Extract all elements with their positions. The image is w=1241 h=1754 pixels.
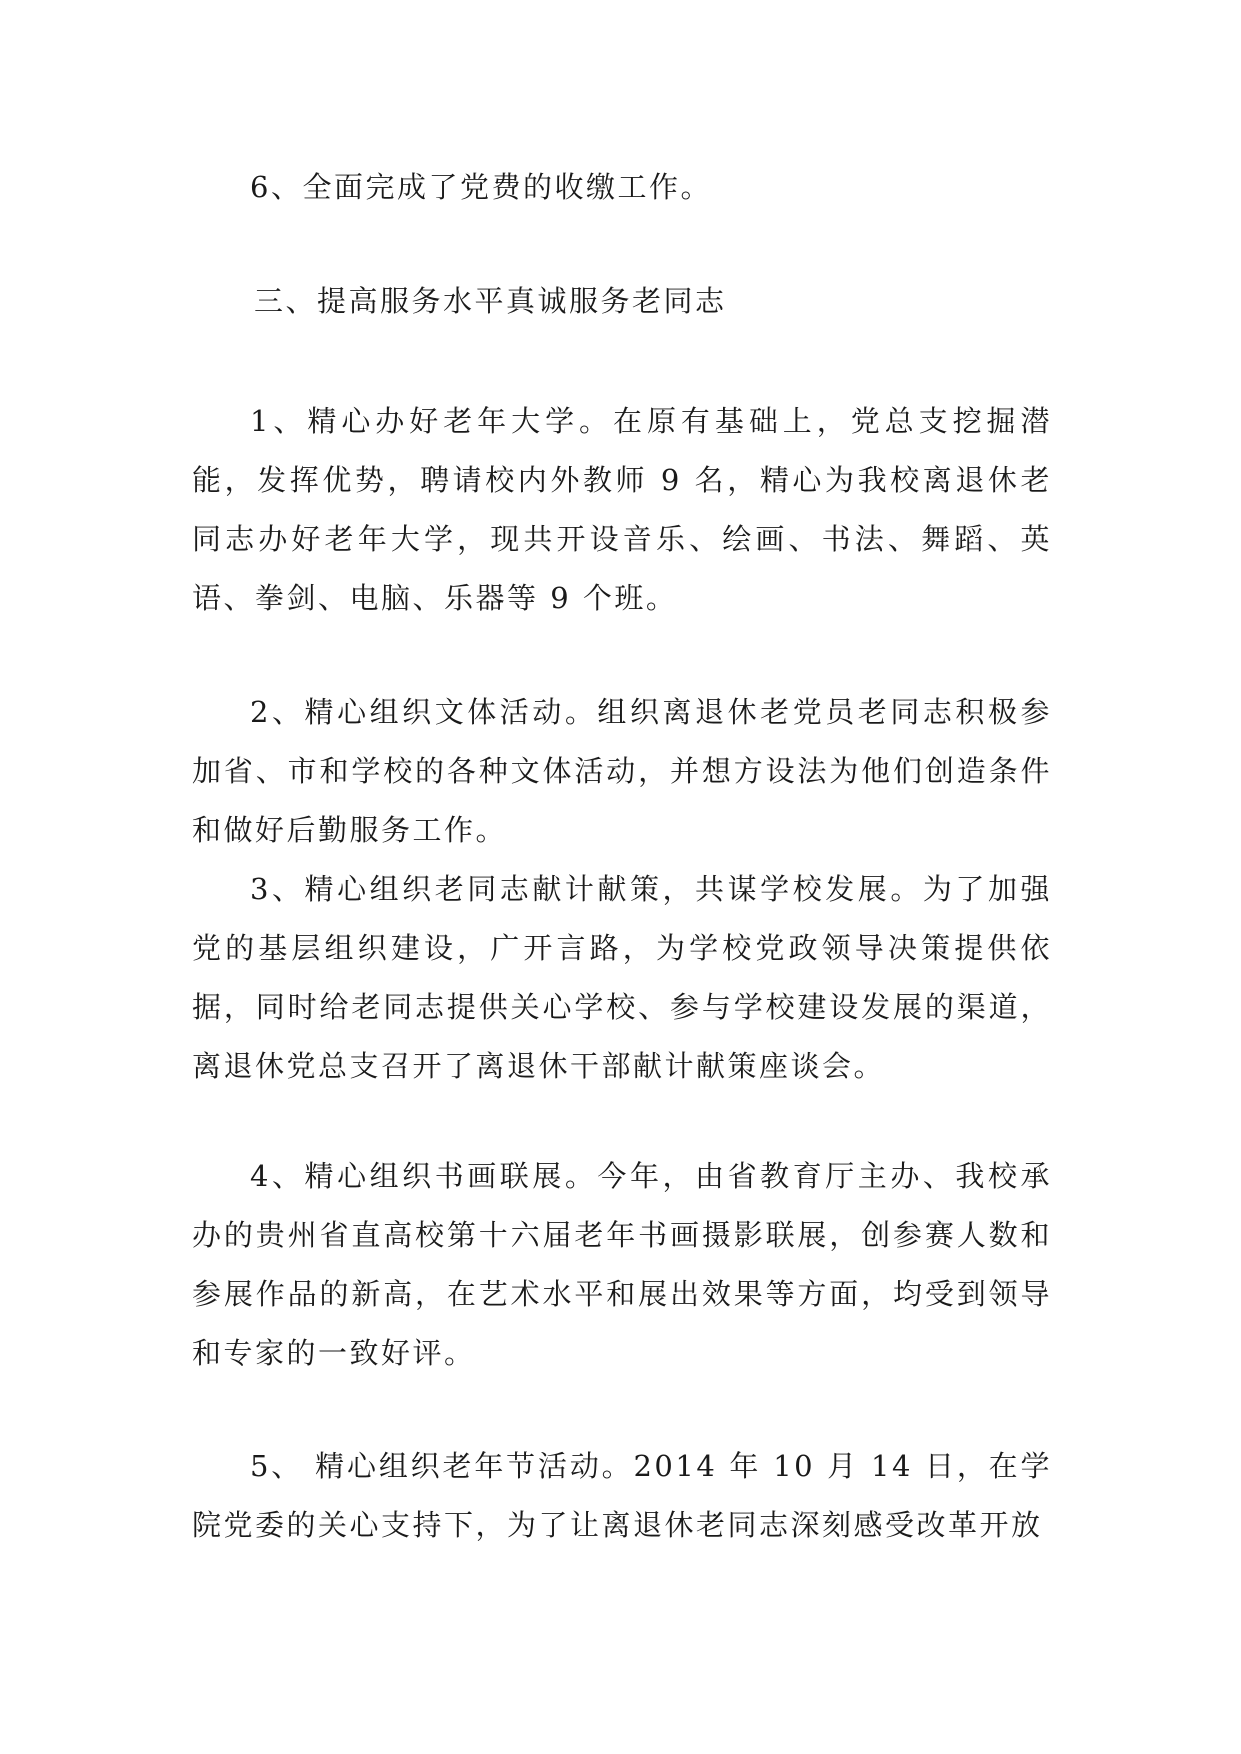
paragraph-party-dues: 6、全面完成了党费的收缴工作。 (250, 170, 712, 204)
paragraph-senior-university: 1、精心办好老年大学。在原有基础上，党总支挖掘潜能，发挥优势，聘请校内外教师 9 名，精心为我校离退休老同志办好老年大学，现共开设音乐、绘画、书法、舞蹈、英语、拳剑、电脑、乐器等 9 个班。 (192, 404, 1052, 615)
paragraph-calligraphy-exhibition: 4、精心组织书画联展。今年，由省教育厅主办、我校承办的贵州省直高校第十六届老年书画摄影联展，创参赛人数和参展作品的新高，在艺术水平和展出效果等方面，均受到领导和专家的一致好评。 (192, 1159, 1052, 1370)
paragraph-cultural-activities: 2、精心组织文体活动。组织离退休老党员老同志积极参加省、市和学校的各种文体活动，并想方设法为他们创造条件和做好后勤服务工作。 (192, 695, 1052, 847)
paragraph-suggestions: 3、精心组织老同志献计献策，共谋学校发展。为了加强党的基层组织建设，广开言路，为学校党政领导决策提供依据，同时给老同志提供关心学校、参与学校建设发展的渠道，离退休党总支召开了离退休干部献计献策座谈会。 (192, 872, 1052, 1083)
section-heading-service: 三、提高服务水平真诚服务老同志 (254, 284, 727, 318)
paragraph-seniors-festival: 5、 精心组织老年节活动。2014 年 10 月 14 日，在学院党委的关心支持下，为了让离退休老同志深刻感受改革开放 (192, 1449, 1052, 1542)
